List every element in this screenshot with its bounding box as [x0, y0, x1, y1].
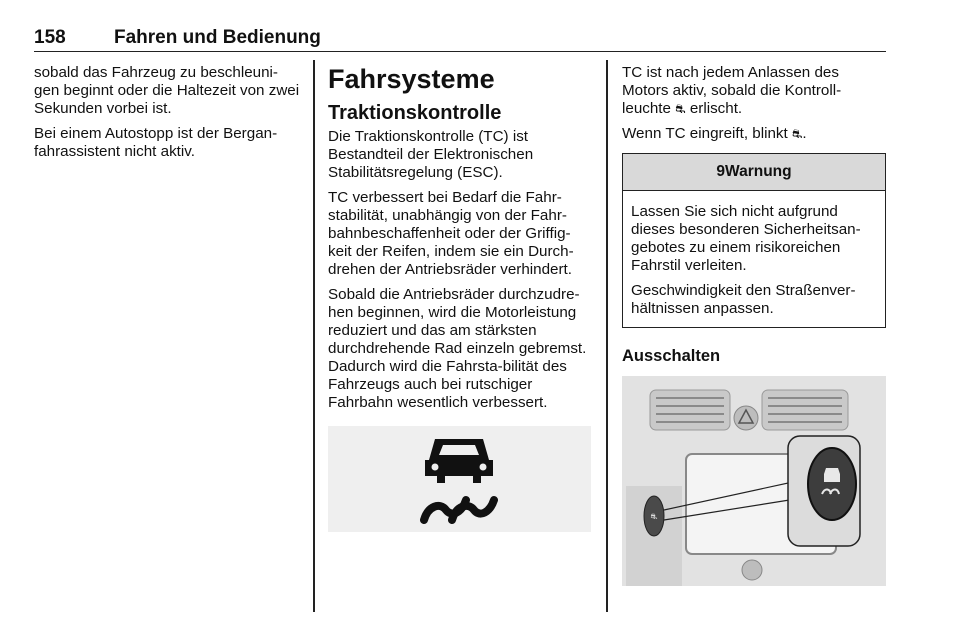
column-3 — [622, 64, 886, 586]
column-divider — [606, 60, 608, 612]
traction-control-icon — [328, 426, 591, 532]
page-title: Fahren und Bedienung — [114, 27, 321, 48]
paragraph: Sobald die Antriebsräder durchzudre-hen beginnen, wird die Motorleistung reduziert und das am stärksten durchdrehende Rad einzeln gebremst. Dadurch wird die Fahrsta-bilität des Fahrzeugs auch bei rutschiger Fahrbahn wesentlich verbessert. — [328, 286, 587, 411]
paragraph: Wenn TC eingreift, blinkt ⛐. — [622, 125, 807, 142]
warning-triangle-icon: 9 — [716, 163, 726, 180]
column-1 — [34, 64, 302, 168]
paragraph: Die Traktionskontrolle (TC) ist Bestandteil der Elektronischen Stabilitätsregelung (ESC). — [328, 128, 534, 181]
warning-box — [622, 153, 886, 328]
svg-text:⛐: ⛐ — [650, 512, 658, 521]
paragraph: Geschwindigkeit den Straßenver-hältnissen anpassen. — [631, 282, 856, 317]
warning-body — [623, 191, 885, 327]
tc-warning-light-icon: ⛐ — [675, 102, 686, 116]
dashboard-illustration — [622, 376, 886, 586]
dashboard-switch-illustration — [622, 376, 886, 586]
paragraph: Bei einem Autostopp ist der Bergan-fahrassistent nicht aktiv. — [34, 125, 278, 160]
section-heading: Fahrsysteme — [328, 64, 495, 94]
page-header — [34, 27, 886, 52]
paragraph: sobald das Fahrzeug zu beschleuni-gen beginnt oder die Haltezeit von zwei Sekunden vorbei ist. — [34, 64, 300, 117]
page-number: 158 — [34, 27, 66, 48]
tc-warning-light-icon: ⛐ — [791, 127, 803, 141]
traction-control-icon-figure — [328, 426, 591, 532]
subsection-heading: Ausschalten — [622, 347, 721, 365]
paragraph: TC verbessert bei Bedarf die Fahr-stabilität, unabhängig von der Fahr-bahnbeschaffenheit oder der Griffig-keit der Reifen, indem sie ein Durch-drehen der Antriebsräder verhindert. — [328, 189, 574, 278]
column-2 — [328, 64, 593, 532]
column-divider — [313, 60, 315, 612]
subsection-heading: Traktionskontrolle — [328, 102, 502, 124]
paragraph: Lassen Sie sich nicht aufgrund dieses besonderen Sicherheitsan-gebotes zu einem risikoreichen Fahrstil verleiten. — [631, 203, 861, 274]
paragraph: TC ist nach jedem Anlassen des Motors aktiv, sobald die Kontroll-leuchte ⛐ erlischt. — [622, 64, 842, 117]
warning-header — [623, 154, 885, 191]
warning-title: Warnung — [725, 163, 792, 180]
